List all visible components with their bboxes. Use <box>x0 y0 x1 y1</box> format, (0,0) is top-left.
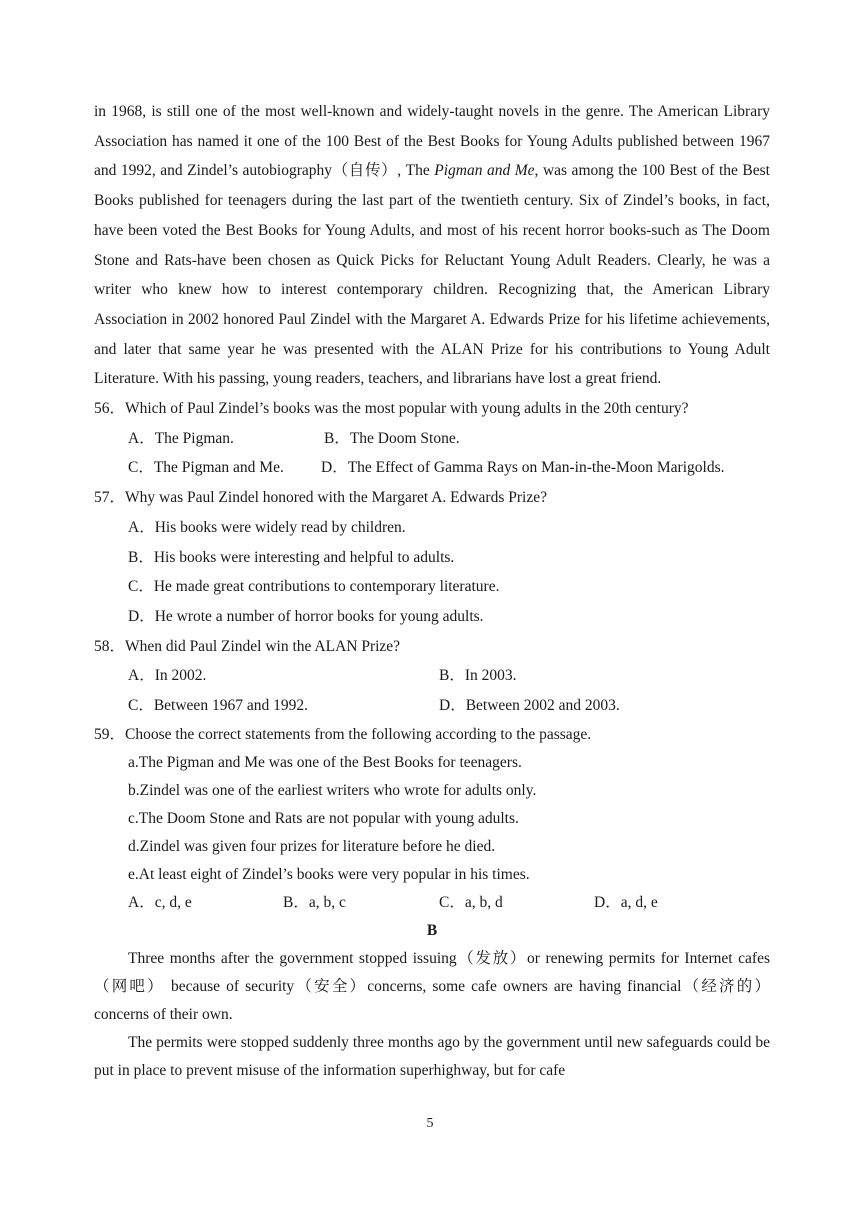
option-c[interactable]: C．He made great contributions to contemporary literature. <box>128 578 500 596</box>
question-57-stem: 57．Why was Paul Zindel honored with the Margaret A. Edwards Prize? <box>94 489 547 507</box>
statement-a: a.The Pigman and Me was one of the Best Books for teenagers. <box>128 753 522 771</box>
passage-text: in 1968, is still one of the most well-known and widely-taught novels in the genre. The American Library Association has named it one of the 100 Best of the Best Books for Young Adults published between 1967 and 1992, and Zindel’s autobiography（自传）, The <box>94 103 770 180</box>
question-58-options-row-2 <box>94 691 770 721</box>
question-56-options-row-1 <box>94 424 770 454</box>
statement-c: c.The Doom Stone and Rats are not popular with young adults. <box>128 809 519 827</box>
option-a[interactable]: A．In 2002. <box>128 667 207 685</box>
option-b[interactable]: B．His books were interesting and helpful to adults. <box>128 548 455 566</box>
question-59-options-row <box>94 889 770 917</box>
section-b-paragraph-2: The permits were stopped suddenly three months ago by the government until new safeguards could be put in place to prevent misuse of the information superhighway, but for cafe <box>94 1033 770 1079</box>
document-page <box>94 97 770 1085</box>
page-number: 5 <box>426 1116 434 1131</box>
option-a[interactable]: A．c, d, e <box>128 893 192 911</box>
question-56-stem: 56．Which of Paul Zindel’s books was the most popular with young adults in the 20th century? <box>94 400 689 418</box>
statement-d: d.Zindel was given four prizes for literature before he died. <box>128 837 496 855</box>
option-d[interactable]: D．He wrote a number of horror books for young adults. <box>128 607 484 625</box>
option-d[interactable]: D．Between 2002 and 2003. <box>439 697 620 715</box>
option-d[interactable]: D．The Effect of Gamma Rays on Man-in-the-Moon Marigolds. <box>321 459 725 477</box>
section-b-paragraph-1: Three months after the government stopped issuing（发放）or renewing permits for Internet cafes（网吧） because of security（安全）concerns, some cafe owners are having financial（经济的）concerns of their own. <box>94 949 770 1023</box>
question-59-stem: 59．Choose the correct statements from the following according to the passage. <box>94 725 592 743</box>
question-58-options-row-1 <box>94 661 770 691</box>
option-a[interactable]: A．The Pigman. <box>128 429 234 447</box>
option-b[interactable]: B．In 2003. <box>439 667 517 685</box>
statement-e: e.At least eight of Zindel’s books were very popular in his times. <box>128 865 530 883</box>
option-c[interactable]: C．Between 1967 and 1992. <box>128 697 308 715</box>
option-c[interactable]: C．a, b, d <box>439 893 503 911</box>
question-58-stem: 58．When did Paul Zindel win the ALAN Prize? <box>94 637 401 655</box>
option-b[interactable]: B．a, b, c <box>283 893 346 911</box>
passage-a-paragraph <box>94 97 770 394</box>
question-56-options-row-2 <box>94 453 770 483</box>
option-c[interactable]: C．The Pigman and Me. <box>128 459 284 477</box>
section-b-heading: B <box>426 921 438 939</box>
option-b[interactable]: B．The Doom Stone. <box>324 429 460 447</box>
option-d[interactable]: D．a, d, e <box>594 893 658 911</box>
passage-text: , was among the 100 Best of the Best Books published for teenagers during the last part of the twentieth century. Six of Zindel’s books, in fact, have been voted the Best Books for Young Adults, and most of his recent horror books-such as The Doom Stone and Rats-have been chosen as Quick Picks for Reluctant Young Adult Readers. Clearly, he was a writer who knew how to interest contemporary children. Recognizing that, the American Library Association in 2002 honored Paul Zindel with the Margaret A. Edwards Prize for his lifetime achievements, and later that same year he was presented with the ALAN Prize for his contributions to Young Adult Literature. With his passing, young readers, teachers, and librarians have lost a great friend. <box>94 162 770 388</box>
italic-title: Pigman and Me <box>434 162 535 180</box>
statement-b: b.Zindel was one of the earliest writers who wrote for adults only. <box>128 781 537 799</box>
option-a[interactable]: A．His books were widely read by children. <box>128 518 406 536</box>
